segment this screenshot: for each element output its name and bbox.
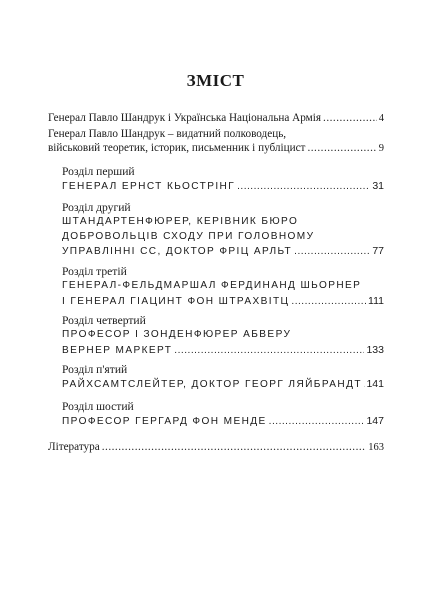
toc-entry-text: ПРОФЕСОР І ЗОНДЕНФЮРЕР АБВЕРУ	[62, 329, 292, 340]
section-heading: Розділ перший	[62, 165, 135, 178]
leader-dots	[307, 141, 376, 155]
toc-entry-text: ПРОФЕСОР ГЕРГАРД ФОН МЕНДЕ	[62, 416, 267, 427]
section-heading: Розділ четвертий	[62, 314, 146, 327]
toc-section-5	[62, 363, 384, 393]
toc-entry-line	[62, 244, 384, 260]
section-heading: Розділ другий	[62, 201, 131, 214]
toc-entry-text: Генерал Павло Шандрук – видатний полководець,	[48, 128, 287, 140]
toc-entry-line	[62, 215, 384, 230]
toc-entry-line	[62, 377, 384, 393]
toc-entry-literature	[48, 440, 384, 455]
leader-dots	[323, 111, 377, 125]
page-number: 163	[368, 442, 384, 453]
toc-entry-text: ШТАНДАРТЕНФЮРЕР, КЕРІВНИК БЮРО	[62, 216, 299, 227]
toc-entry-line	[62, 328, 384, 343]
leader-dots	[364, 378, 365, 393]
leader-dots	[174, 344, 364, 359]
page-title: ЗМІСТ	[186, 71, 245, 90]
toc-entry-text: І ГЕНЕРАЛ ГІАЦИНТ ФОН ШТРАХВІТЦ	[62, 295, 290, 307]
leader-dots	[291, 295, 366, 310]
toc-section-2	[62, 201, 384, 260]
toc-section-4	[62, 314, 384, 358]
leader-dots	[237, 180, 370, 195]
leader-dots	[102, 440, 367, 454]
toc-entry-line	[48, 440, 384, 455]
toc-entry-text: ГЕНЕРАЛ-ФЕЛЬДМАРШАЛ ФЕРДИНАНД ШЬОРНЕР	[62, 280, 362, 291]
toc-entry-text: ВЕРНЕР МАРКЕРТ	[62, 344, 173, 356]
toc-entry-text: Генерал Павло Шандрук і Українська Національна Армія	[48, 112, 322, 124]
toc-entry-line	[48, 127, 384, 141]
page-number: 31	[372, 180, 384, 192]
toc-entry-text: ГЕНЕРАЛ ЕРНСТ КЬОСТРІНГ	[62, 181, 236, 192]
page-number: 111	[368, 294, 384, 307]
toc-entry-shandruk-army	[48, 111, 384, 126]
toc-entry-text: військовий теоретик, історик, письменник і публіцист	[48, 142, 306, 154]
toc-section-1	[62, 165, 384, 195]
toc-section-6	[62, 400, 384, 430]
toc-entry-line	[62, 179, 384, 195]
toc-entry-line	[48, 111, 384, 126]
page-number: 9	[378, 143, 384, 154]
toc-entry-text: УПРАВЛІННІ СС, ДОКТОР ФРІЦ АРЛЬТ	[62, 246, 293, 257]
toc-entry-line	[62, 230, 384, 245]
leader-dots	[294, 245, 370, 260]
section-heading: Розділ п'ятий	[62, 363, 128, 376]
leader-dots	[269, 415, 365, 430]
page-number: 141	[366, 378, 384, 390]
toc-entry-text: Література	[48, 441, 100, 453]
toc-entry-line	[62, 343, 384, 359]
toc-entry-line	[48, 141, 384, 156]
page-number: 77	[372, 245, 384, 257]
toc-entry-shandruk-commander	[48, 127, 384, 156]
page-number: 147	[366, 415, 384, 427]
section-heading: Розділ третій	[62, 265, 127, 278]
toc-section-3	[62, 265, 384, 309]
page-number: 133	[366, 343, 384, 356]
toc-entry-line	[62, 414, 384, 430]
toc-entry-text: РАЙХСАМТСЛЕЙТЕР, ДОКТОР ГЕОРГ ЛЯЙБРАНДТ	[62, 379, 362, 390]
page-number: 4	[378, 113, 384, 124]
section-heading: Розділ шостий	[62, 400, 134, 413]
toc-entry-text: ДОБРОВОЛЬЦІВ СХОДУ ПРИ ГОЛОВНОМУ	[62, 230, 315, 242]
toc-entry-line	[62, 294, 384, 310]
toc-entry-line	[62, 279, 384, 294]
